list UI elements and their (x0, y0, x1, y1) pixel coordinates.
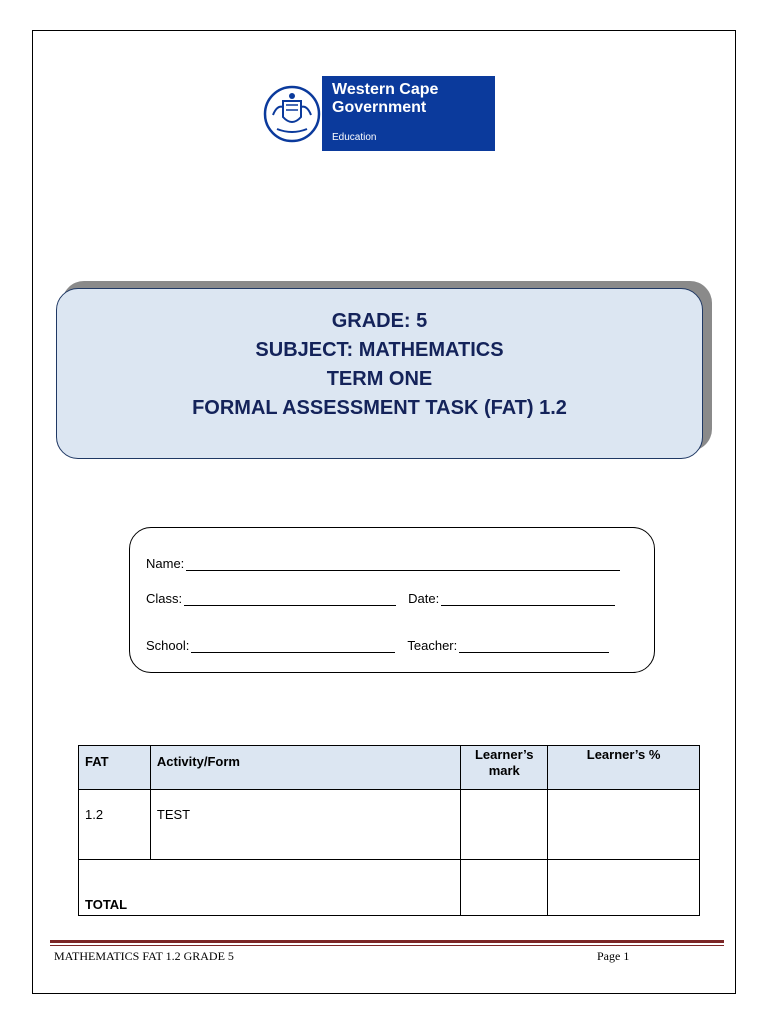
western-cape-government-logo (262, 76, 495, 151)
coat-of-arms-icon (262, 76, 322, 151)
header-learner-percent: Learner’s % (548, 746, 700, 790)
teacher-line[interactable] (459, 641, 609, 653)
table-header-row (79, 746, 700, 790)
school-field[interactable] (146, 638, 395, 653)
total-percent[interactable] (548, 860, 700, 916)
name-row (146, 556, 620, 571)
marks-table (78, 745, 700, 916)
total-row (79, 860, 700, 916)
school-line[interactable] (191, 641, 395, 653)
school-teacher-row (146, 638, 609, 653)
table-row (79, 790, 700, 860)
cell-activity: TEST (150, 790, 460, 860)
footer-page-number: Page 1 (597, 949, 630, 963)
class-label: Class: (146, 591, 183, 606)
date-line[interactable] (441, 594, 615, 606)
cell-percent[interactable] (548, 790, 700, 860)
date-field[interactable] (408, 591, 615, 606)
class-line[interactable] (184, 594, 396, 606)
date-label: Date: (408, 591, 440, 606)
task-title: FORMAL ASSESSMENT TASK (FAT) 1.2 (192, 397, 567, 419)
class-field[interactable] (146, 591, 396, 606)
cell-fat: 1.2 (79, 790, 151, 860)
header-activity: Activity/Form (150, 746, 460, 790)
logo-department: Education (332, 132, 377, 143)
teacher-label: Teacher: (407, 638, 458, 653)
logo-name-line2: Government (332, 99, 427, 116)
total-mark[interactable] (461, 860, 548, 916)
name-line[interactable] (186, 559, 620, 571)
footer-rule (50, 940, 724, 943)
teacher-field[interactable] (407, 638, 609, 653)
subject-title: SUBJECT: MATHEMATICS (255, 339, 504, 361)
total-label: TOTAL (79, 860, 461, 916)
name-field[interactable] (146, 556, 620, 571)
class-date-row (146, 591, 615, 606)
footer-document-title: MATHEMATICS FAT 1.2 GRADE 5 (54, 949, 234, 963)
logo-text-panel (322, 76, 495, 151)
header-learner-mark: Learner’s mark (461, 746, 548, 790)
term-title: TERM ONE (326, 368, 433, 390)
name-label: Name: (146, 556, 185, 571)
footer-rule-thin (50, 945, 724, 946)
title-panel (56, 288, 703, 459)
school-label: School: (146, 638, 190, 653)
logo-name-line1: Western Cape (332, 81, 439, 98)
header-fat: FAT (79, 746, 151, 790)
cell-mark[interactable] (461, 790, 548, 860)
learner-info-box (129, 527, 655, 673)
grade-title: GRADE: 5 (331, 310, 428, 332)
